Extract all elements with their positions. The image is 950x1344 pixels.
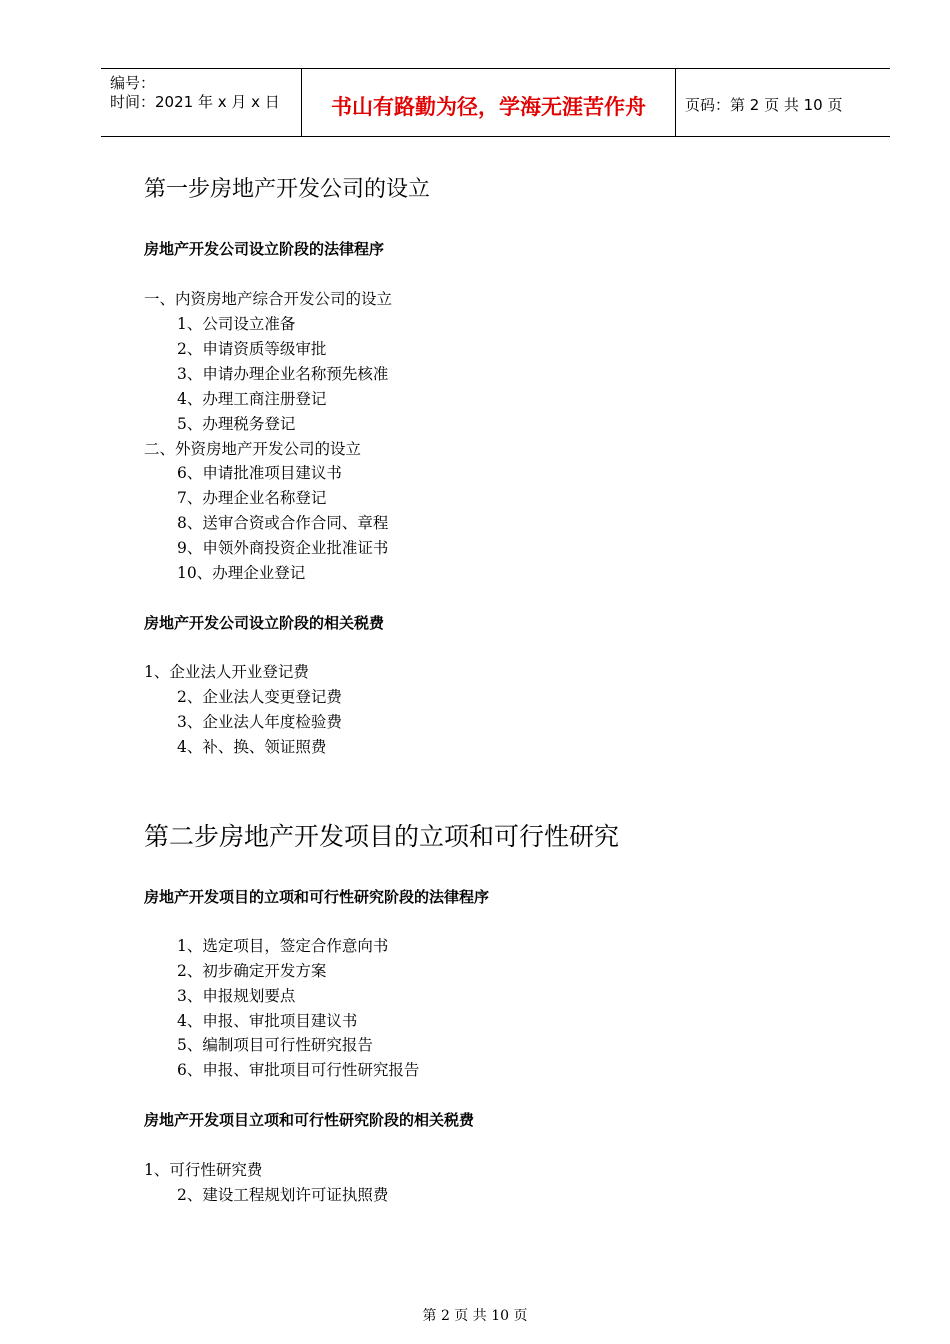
list-item: 7、办理企业名称登记 <box>177 489 327 507</box>
list-item: 2、建设工程规划许可证执照费 <box>177 1186 389 1204</box>
list-item: 5、编制项目可行性研究报告 <box>177 1036 373 1054</box>
step1-foreign: 二、外资房地产开发公司的设立 <box>144 440 362 458</box>
step1-tax-heading: 房地产开发公司设立阶段的相关税费 <box>144 614 385 632</box>
page-footer: 第 2 页 共 10 页 <box>422 1308 528 1324</box>
header-left-cell <box>101 69 302 136</box>
list-item: 4、办理工商注册登记 <box>177 390 327 408</box>
step1-domestic: 一、内资房地产综合开发公司的设立 <box>144 290 393 308</box>
list-item: 9、申领外商投资企业批准证书 <box>177 539 389 557</box>
step1-legal-heading: 房地产开发公司设立阶段的法律程序 <box>144 240 385 258</box>
list-item: 8、送审合资或合作合同、章程 <box>177 514 389 532</box>
step2-tax-heading: 房地产开发项目立项和可行性研究阶段的相关税费 <box>144 1111 475 1129</box>
list-item: 4、申报、审批项目建议书 <box>177 1012 358 1030</box>
header-middle-cell <box>302 69 676 136</box>
motto: 书山有路勤为径，学海无涯苦作舟 <box>331 95 646 119</box>
step2-title: 第二步房地产开发项目的立项和可行性研究 <box>144 822 620 851</box>
list-item: 5、办理税务登记 <box>177 415 296 433</box>
page-code: 页码：第 2 页 共 10 页 <box>685 96 843 114</box>
list-item: 4、补、换、领证照费 <box>177 738 327 756</box>
list-item: 1、可行性研究费 <box>144 1161 263 1179</box>
step1-title: 第一步房地产开发公司的设立 <box>144 177 431 202</box>
list-item: 2、初步确定开发方案 <box>177 962 327 980</box>
list-item: 6、申报、审批项目可行性研究报告 <box>177 1061 420 1079</box>
list-item: 2、申请资质等级审批 <box>177 340 327 358</box>
list-item: 2、企业法人变更登记费 <box>177 688 342 706</box>
header-right-cell <box>676 69 890 136</box>
list-item: 3、申请办理企业名称预先核准 <box>177 365 389 383</box>
list-item: 10、办理企业登记 <box>177 564 306 582</box>
list-item: 1、企业法人开业登记费 <box>144 663 309 681</box>
list-item: 1、公司设立准备 <box>177 315 296 333</box>
date-label: 时间：2021 年 x 月 x 日 <box>110 93 280 111</box>
page-header <box>101 68 890 137</box>
list-item: 3、企业法人年度检验费 <box>177 713 342 731</box>
list-item: 3、申报规划要点 <box>177 987 296 1005</box>
number-label: 编号： <box>110 74 156 92</box>
step2-legal-heading: 房地产开发项目的立项和可行性研究阶段的法律程序 <box>144 888 490 906</box>
list-item: 1、选定项目，签定合作意向书 <box>177 937 389 955</box>
list-item: 6、申请批准项目建议书 <box>177 464 342 482</box>
